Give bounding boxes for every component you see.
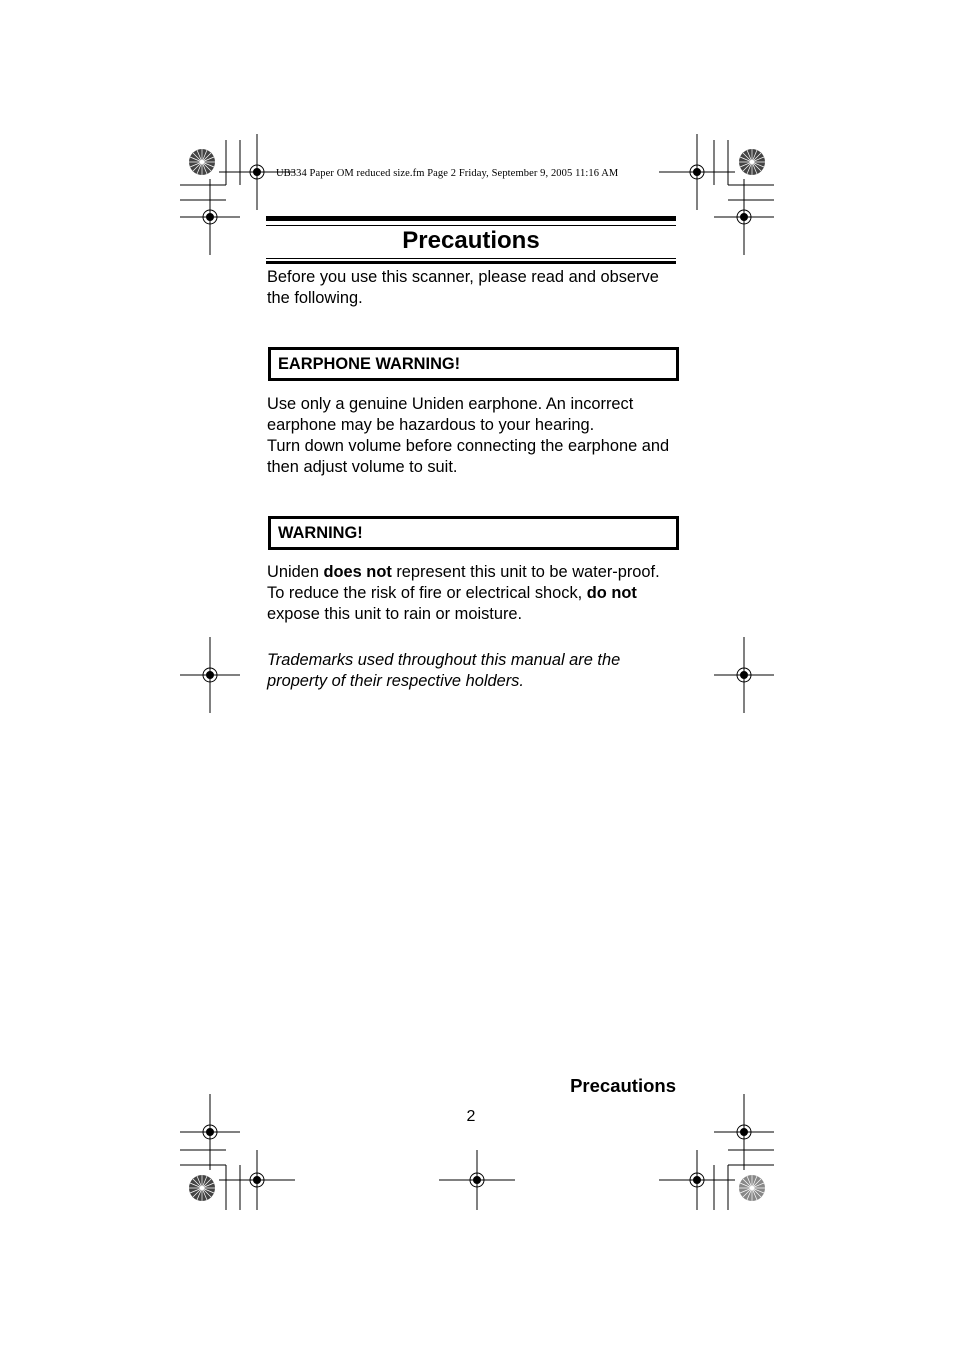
earphone-warning-box <box>268 347 679 381</box>
warning-bold-2: do not <box>586 584 637 602</box>
file-slug: UB334 Paper OM reduced size.fm Page 2 Friday, September 9, 2005 11:16 AM <box>276 168 619 179</box>
intro-text: Before you use this scanner, please read and observe the following. <box>267 268 659 307</box>
title-rule-top <box>266 216 676 221</box>
warning-bold-1: does not <box>323 563 392 581</box>
earphone-line-2: Turn down volume before connecting the earphone and then adjust volume to suit. <box>267 437 670 476</box>
warning-text <box>267 562 677 625</box>
page-title: Precautions <box>402 227 540 254</box>
earphone-warning-text <box>267 394 677 478</box>
earphone-warning-title: EARPHONE WARNING! <box>278 355 461 373</box>
warning-paragraph <box>267 562 677 625</box>
page-number: 2 <box>466 1108 476 1125</box>
title-rule-bottom <box>266 261 676 264</box>
warning-text-1: Uniden <box>267 563 324 581</box>
warning-box <box>268 516 679 550</box>
intro-paragraph <box>267 267 677 309</box>
warning-title: WARNING! <box>278 524 363 542</box>
warning-text-3: expose this unit to rain or moisture. <box>267 605 523 623</box>
warning-text-2: represent this unit to be water-proof. To reduce the risk of fire or electrical shock, <box>267 563 660 602</box>
trademark-text: Trademarks used throughout this manual are the property of their respective holders. <box>267 651 621 690</box>
title-rule-bottom-thin <box>266 258 676 259</box>
trademark-note <box>267 650 677 692</box>
footer-section-title: Precautions <box>570 1075 676 1096</box>
earphone-line-1: Use only a genuine Uniden earphone. An incorrect earphone may be hazardous to your hearing. <box>267 395 634 434</box>
